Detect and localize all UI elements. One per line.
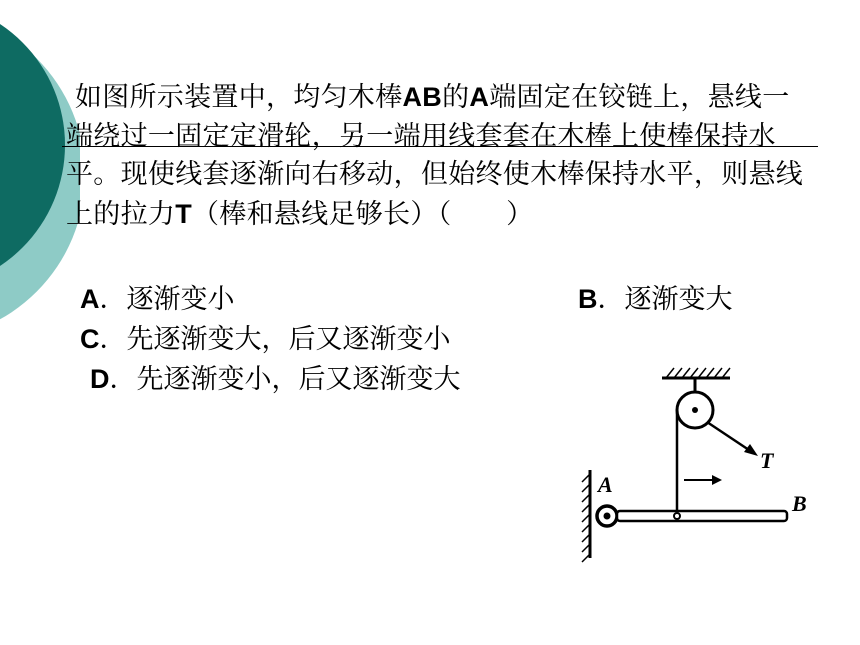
option-b[interactable] [578,280,733,319]
question-text [66,78,816,234]
tension-arrowhead [744,444,758,456]
option-a-letter: A [80,284,100,314]
tension-string [707,422,752,452]
string-loop [674,513,680,519]
label-t: T [760,448,774,473]
option-c-letter: C [80,324,100,354]
question-part-3: 端固定在铰链上，悬线一端绕过一固定定滑轮，另一端用线套套在木棒上使棒保持水平。现使线套逐渐向右移动，但始终使木棒保持水平，则悬线上的拉力 [66,82,804,230]
option-b-text: ．逐渐变大 [597,284,733,315]
question-part-1: 如图所示装置中，均匀木棒 [74,82,403,113]
pulley-diagram [570,360,820,565]
question-bold-t: T [175,198,192,229]
option-a-text: ．逐渐变小 [99,284,235,315]
hinge-pin [604,513,611,520]
question-bold-ab: AB [402,82,443,112]
question-bold-a: A [469,82,490,112]
question-part-4: （棒和悬线足够长）（ ） [192,198,534,230]
motion-arrowhead [712,475,722,485]
question-part-2: 的 [442,82,470,113]
option-b-letter: B [578,284,598,314]
option-c[interactable] [80,320,451,359]
rod-ab [617,511,787,521]
option-a[interactable] [80,280,235,319]
option-d[interactable] [90,360,461,399]
pulley-axle [692,407,698,413]
option-d-letter: D [90,364,110,394]
label-a: A [598,472,613,497]
option-d-text: ．先逐渐变小，后又逐渐变大 [109,364,461,395]
label-b: B [792,491,807,516]
option-c-text: ．先逐渐变大，后又逐渐变小 [99,324,451,355]
